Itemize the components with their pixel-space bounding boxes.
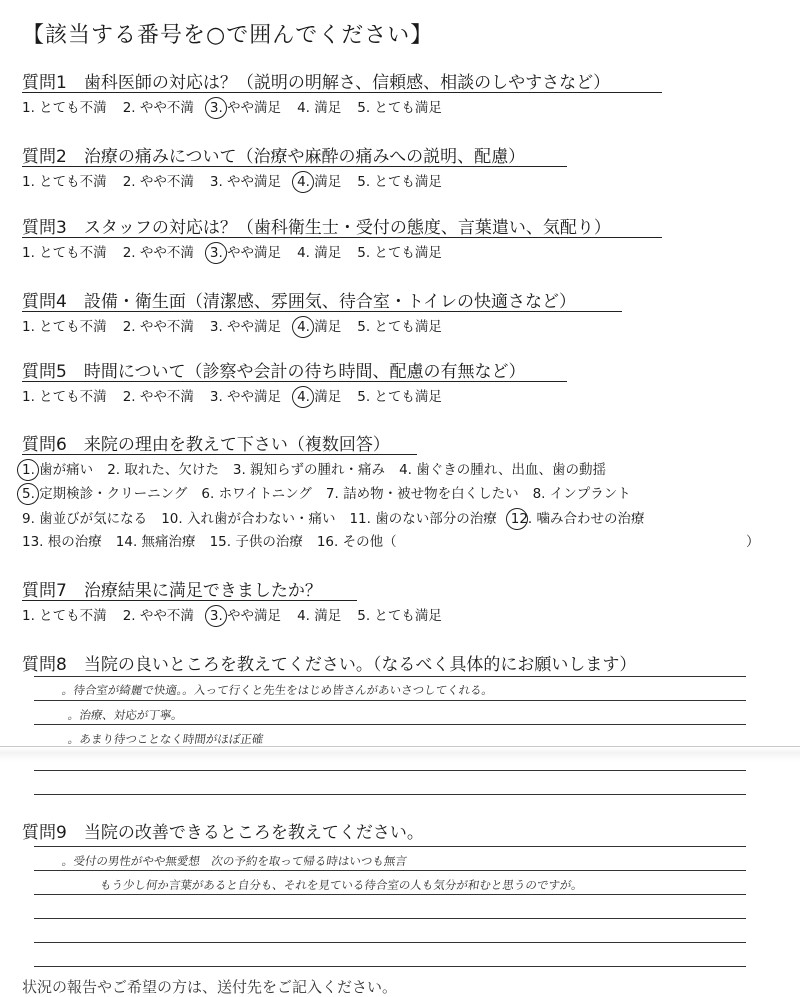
question-6-row-4 [22, 530, 411, 550]
option-number: 5. [357, 174, 371, 190]
question-5-underline [22, 381, 567, 382]
question-4: 質問4 設備・衛生面（清潔感、雰囲気、待合室・トイレの快適さなど） [22, 292, 576, 312]
option-label: 取れた、欠けた [120, 462, 219, 478]
option-label: やや不満 [135, 100, 194, 116]
option-label: 入れ歯が合わない・痛い [182, 511, 336, 527]
option-label: やや不満 [135, 319, 194, 335]
option-label: とても満足 [370, 100, 442, 116]
option-number: 5. [357, 319, 371, 335]
option-number: 1. [22, 174, 35, 190]
option-label: ホワイトニング [214, 486, 312, 502]
selected-option-number: 12. [510, 511, 533, 527]
option-label: 歯並びが気になる [34, 511, 148, 527]
option-label: やや満足 [222, 389, 282, 405]
question-7-options [22, 604, 458, 624]
question-6-underline [22, 454, 417, 455]
option-number: 16. [316, 534, 339, 550]
question-1-underline [22, 92, 662, 93]
option-label: やや満足 [222, 319, 282, 335]
option-number: 7. [325, 486, 339, 502]
answer-option [297, 315, 341, 335]
option-label: 歯のない部分の治療 [370, 511, 497, 527]
option-label: とても不満 [34, 319, 107, 335]
selected-option-number: 3. [209, 245, 223, 261]
answer-option [357, 96, 442, 116]
answer-option [349, 507, 496, 527]
answer-line [34, 870, 746, 871]
option-label: 満足 [309, 174, 342, 190]
option-number: 9. [22, 511, 35, 527]
option-number: 4. [297, 245, 310, 261]
answer-option [22, 482, 187, 502]
question-3-options [22, 241, 458, 261]
question-6-row-3 [22, 507, 659, 527]
option-number: 3. [209, 319, 223, 335]
option-number: 1. [22, 319, 35, 335]
answer-option [357, 170, 442, 190]
answer-line [34, 794, 746, 795]
answer-option [511, 507, 645, 527]
answer-line [34, 770, 746, 771]
answer-option [297, 96, 341, 116]
option-number: 4. [399, 462, 412, 478]
option-number: 10. [161, 511, 183, 527]
option-label: 満足 [309, 319, 342, 335]
option-number: 3. [232, 462, 246, 478]
question-5-options [22, 385, 458, 405]
option-number: 2. [122, 608, 136, 624]
option-number: 4. [297, 100, 310, 116]
answer-line [34, 942, 746, 943]
selected-option-number: 4. [297, 319, 310, 335]
selected-option-number: 4. [297, 389, 310, 405]
answer-option [326, 482, 519, 502]
option-number: 2. [107, 462, 121, 478]
option-label: とても満足 [370, 608, 442, 624]
option-number: 5. [357, 245, 371, 261]
question-4-underline [22, 311, 622, 312]
answer-option [123, 385, 194, 405]
option-label: 親知らずの腫れ・痛み [245, 462, 386, 478]
answer-option [357, 385, 442, 405]
answer-option [297, 170, 341, 190]
answer-option [399, 458, 606, 478]
answer-option [22, 385, 107, 405]
option-label: やや不満 [135, 245, 194, 261]
option-number: 6. [201, 486, 215, 502]
option-label: 無痛治療 [137, 534, 196, 550]
option-label: 満足 [309, 389, 342, 405]
answer-option [107, 458, 219, 478]
answer-option [22, 604, 107, 624]
answer-option [210, 241, 281, 261]
option-number: 4. [297, 608, 310, 624]
option-label: 満足 [309, 245, 342, 261]
option-number: 14. [115, 534, 138, 550]
option-label: とても不満 [34, 174, 107, 190]
question-5: 質問5 時間について（診察や会計の待ち時間、配慮の有無など） [22, 362, 526, 382]
question-8: 質問8 当院の良いところを教えてください。（なるべく具体的にお願いします） [22, 655, 637, 675]
answer-line [34, 676, 746, 677]
selected-option-number: 5. [22, 486, 35, 502]
option-number: 15. [209, 534, 232, 550]
answer-line [34, 966, 746, 967]
handwritten-answer: 。あまり待つことなく時間がほぼ正確 [67, 732, 265, 746]
answer-line [34, 700, 746, 701]
option-label: 歯ぐきの腫れ、出血、歯の動揺 [411, 462, 607, 478]
selected-option-number: 4. [297, 174, 310, 190]
answer-option [210, 530, 303, 550]
question-1-options [22, 96, 458, 116]
question-9: 質問9 当院の改善できるところを教えてください。 [22, 823, 424, 843]
option-number: 2. [122, 174, 136, 190]
answer-option [357, 241, 442, 261]
option-number: 3. [209, 174, 223, 190]
question-3: 質問3 スタッフの対応は？（歯科衛生士・受付の態度、言葉遣い、気配り） [22, 218, 611, 238]
question-2-underline [22, 166, 567, 167]
answer-line [34, 846, 746, 847]
handwritten-answer: もう少し何か言葉があると自分も、それを見ている待合室の人も気分が和むと思うのですが。 [99, 878, 584, 892]
answer-option [116, 530, 196, 550]
answer-option [22, 507, 147, 527]
option-label: 満足 [309, 608, 342, 624]
option-number: 1. [22, 608, 35, 624]
option-number: 2. [122, 319, 136, 335]
option-number: 5. [357, 389, 371, 405]
answer-option [22, 315, 107, 335]
selected-option-number: 3. [209, 100, 223, 116]
answer-option [210, 170, 281, 190]
question-7-underline [22, 600, 357, 601]
option-number: 5. [357, 100, 371, 116]
option-number: 11. [349, 511, 371, 527]
option-number: 2. [122, 100, 136, 116]
answer-option [22, 241, 107, 261]
option-label: やや満足 [222, 608, 282, 624]
answer-option [201, 482, 311, 502]
answer-line [34, 918, 746, 919]
option-label: インプラント [545, 486, 631, 502]
option-label: やや不満 [135, 174, 194, 190]
form-title: 【該当する番号を○で囲んでください】 [22, 23, 434, 48]
option-number: 1. [22, 245, 35, 261]
footer-note-cut: 状況の報告やご希望の方は、送付先をご記入ください。 [22, 978, 398, 996]
option-number: 2. [122, 245, 136, 261]
answer-option [123, 315, 194, 335]
answer-option [357, 604, 442, 624]
answer-option [297, 241, 341, 261]
option-label: 詰め物・被せ物を白くしたい [338, 486, 519, 502]
option-label: やや不満 [135, 608, 194, 624]
option-number: 3. [209, 389, 223, 405]
option-label: とても不満 [34, 608, 107, 624]
question-4-options [22, 315, 458, 335]
option-label: 子供の治療 [231, 534, 303, 550]
question-6-row-1 [22, 458, 620, 478]
answer-option [210, 604, 281, 624]
answer-option [297, 604, 341, 624]
answer-option [123, 241, 194, 261]
option-number: 13. [22, 534, 44, 550]
answer-option [317, 530, 397, 550]
answer-option [22, 170, 107, 190]
question-7: 質問7 治療結果に満足できましたか？ [22, 581, 322, 601]
paste-seam [0, 746, 800, 761]
answer-option [22, 458, 93, 478]
question-6: 質問6 来院の理由を教えて下さい（複数回答） [22, 435, 390, 455]
answer-option [22, 530, 102, 550]
answer-option [233, 458, 385, 478]
option-label: とても満足 [370, 245, 442, 261]
answer-option [161, 507, 335, 527]
question-6-row-2 [22, 482, 645, 502]
question-1: 質問1 歯科医師の対応は？（説明の明解さ、信頼感、相談のしやすさなど） [22, 73, 611, 93]
option-label: とても満足 [370, 174, 442, 190]
question-2-options [22, 170, 458, 190]
question-6-other-close: ） [746, 534, 760, 550]
option-number: 2. [122, 389, 136, 405]
answer-option [123, 170, 194, 190]
option-label: とても満足 [370, 319, 442, 335]
answer-option [297, 385, 341, 405]
option-label: とても不満 [34, 100, 107, 116]
answer-line [34, 894, 746, 895]
option-number: 5. [357, 608, 371, 624]
question-3-underline [22, 237, 662, 238]
answer-option [210, 96, 281, 116]
option-label: 噛み合わせの治療 [532, 511, 645, 527]
option-label: 歯が痛い [34, 462, 94, 478]
option-label: 満足 [309, 100, 342, 116]
answer-option [533, 482, 631, 502]
option-label: やや不満 [135, 389, 194, 405]
handwritten-answer: 。治療、対応が丁寧。 [67, 708, 184, 722]
answer-option [123, 604, 194, 624]
selected-option-number: 3. [209, 608, 223, 624]
answer-option [357, 315, 442, 335]
option-label: とても不満 [34, 245, 107, 261]
question-2: 質問2 治療の痛みについて（治療や麻酔の痛みへの説明、配慮） [22, 147, 526, 167]
handwritten-answer: 。待合室が綺麗で快適。。入って行くと先生をはじめ皆さんがあいさつしてくれる。 [61, 683, 495, 697]
option-number: 8. [532, 486, 546, 502]
answer-option [123, 96, 194, 116]
answer-option [22, 96, 107, 116]
answer-line [34, 724, 746, 725]
option-label: とても満足 [370, 389, 442, 405]
option-label: やや満足 [222, 245, 282, 261]
handwritten-answer: 。受付の男性がやや無愛想 次の予約を取って帰る時はいつも無言 [61, 854, 408, 868]
option-label: 根の治療 [43, 534, 102, 550]
option-label: とても不満 [34, 389, 107, 405]
option-label: やや満足 [222, 174, 282, 190]
answer-option [210, 315, 281, 335]
option-label: やや満足 [222, 100, 282, 116]
answer-option [210, 385, 281, 405]
selected-option-number: 1. [22, 462, 35, 478]
option-number: 1. [22, 100, 35, 116]
option-number: 1. [22, 389, 35, 405]
option-label: その他（ [338, 534, 397, 550]
option-label: 定期検診・クリーニング [34, 486, 188, 502]
